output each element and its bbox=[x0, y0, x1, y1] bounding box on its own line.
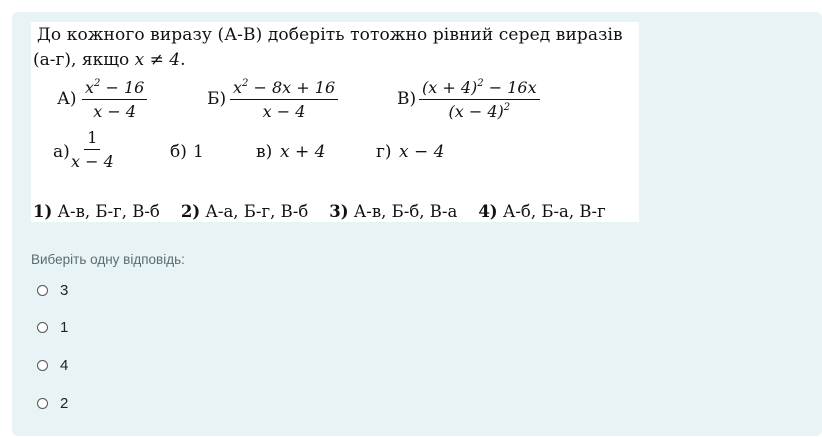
radio-button[interactable] bbox=[37, 360, 48, 371]
answer-variant-4: 4) А-б, Б-а, В-г bbox=[478, 202, 606, 221]
answer-option-label: 2 bbox=[60, 395, 69, 412]
opt-d-value: x − 4 bbox=[399, 142, 445, 162]
opt-c-label: в) bbox=[256, 142, 273, 162]
opt-b-label: б) bbox=[170, 142, 187, 162]
question-text-line2: (а-г), якщо x ≠ 4. bbox=[33, 50, 186, 70]
answer-variant-2: 2) А-а, Б-г, В-б bbox=[180, 202, 309, 221]
question-text-line1: До кожного виразу (А-В) доберіть тотожно рівний серед виразів bbox=[37, 25, 623, 45]
answer-variants bbox=[33, 202, 606, 221]
opt-a-fraction: $\frac{1}{x - 4}$ bbox=[71, 128, 114, 171]
opt-d-label: г) bbox=[376, 142, 392, 162]
answer-option-2[interactable] bbox=[37, 319, 68, 336]
radio-button[interactable] bbox=[37, 322, 48, 333]
opt-b-value: 1 bbox=[193, 142, 204, 162]
question-image bbox=[31, 22, 639, 222]
radio-button[interactable] bbox=[37, 285, 48, 296]
answer-option-label: 3 bbox=[60, 282, 69, 299]
opt-c-value: x + 4 bbox=[280, 142, 326, 162]
expr-a-label: А) bbox=[57, 89, 77, 109]
expr-a-fraction: $\frac{x^2 - 16}{x - 4}$ bbox=[82, 78, 147, 121]
answer-variant-1: 1) А-в, Б-г, В-б bbox=[33, 202, 160, 221]
answer-option-1[interactable] bbox=[37, 282, 68, 299]
answer-option-label: 1 bbox=[60, 319, 69, 336]
condition: x ≠ 4 bbox=[134, 50, 181, 70]
radio-button[interactable] bbox=[37, 398, 48, 409]
opt-a-label: а) bbox=[53, 142, 70, 162]
answer-variant-3: 3) А-в, Б-б, В-а bbox=[329, 202, 458, 221]
answer-prompt: Виберіть одну відповідь: bbox=[31, 252, 185, 267]
answer-option-3[interactable] bbox=[37, 357, 68, 374]
answer-option-label: 4 bbox=[60, 357, 69, 374]
expr-c-label: В) bbox=[397, 89, 417, 109]
answer-option-4[interactable] bbox=[37, 395, 68, 412]
expr-b-fraction: $\frac{x^2 - 8x + 16}{x - 4}$ bbox=[230, 78, 338, 121]
expr-b-label: Б) bbox=[207, 89, 227, 109]
expr-c-fraction: $\frac{(x + 4)^2 - 16x}{(x - 4)^2}$ bbox=[419, 78, 540, 121]
